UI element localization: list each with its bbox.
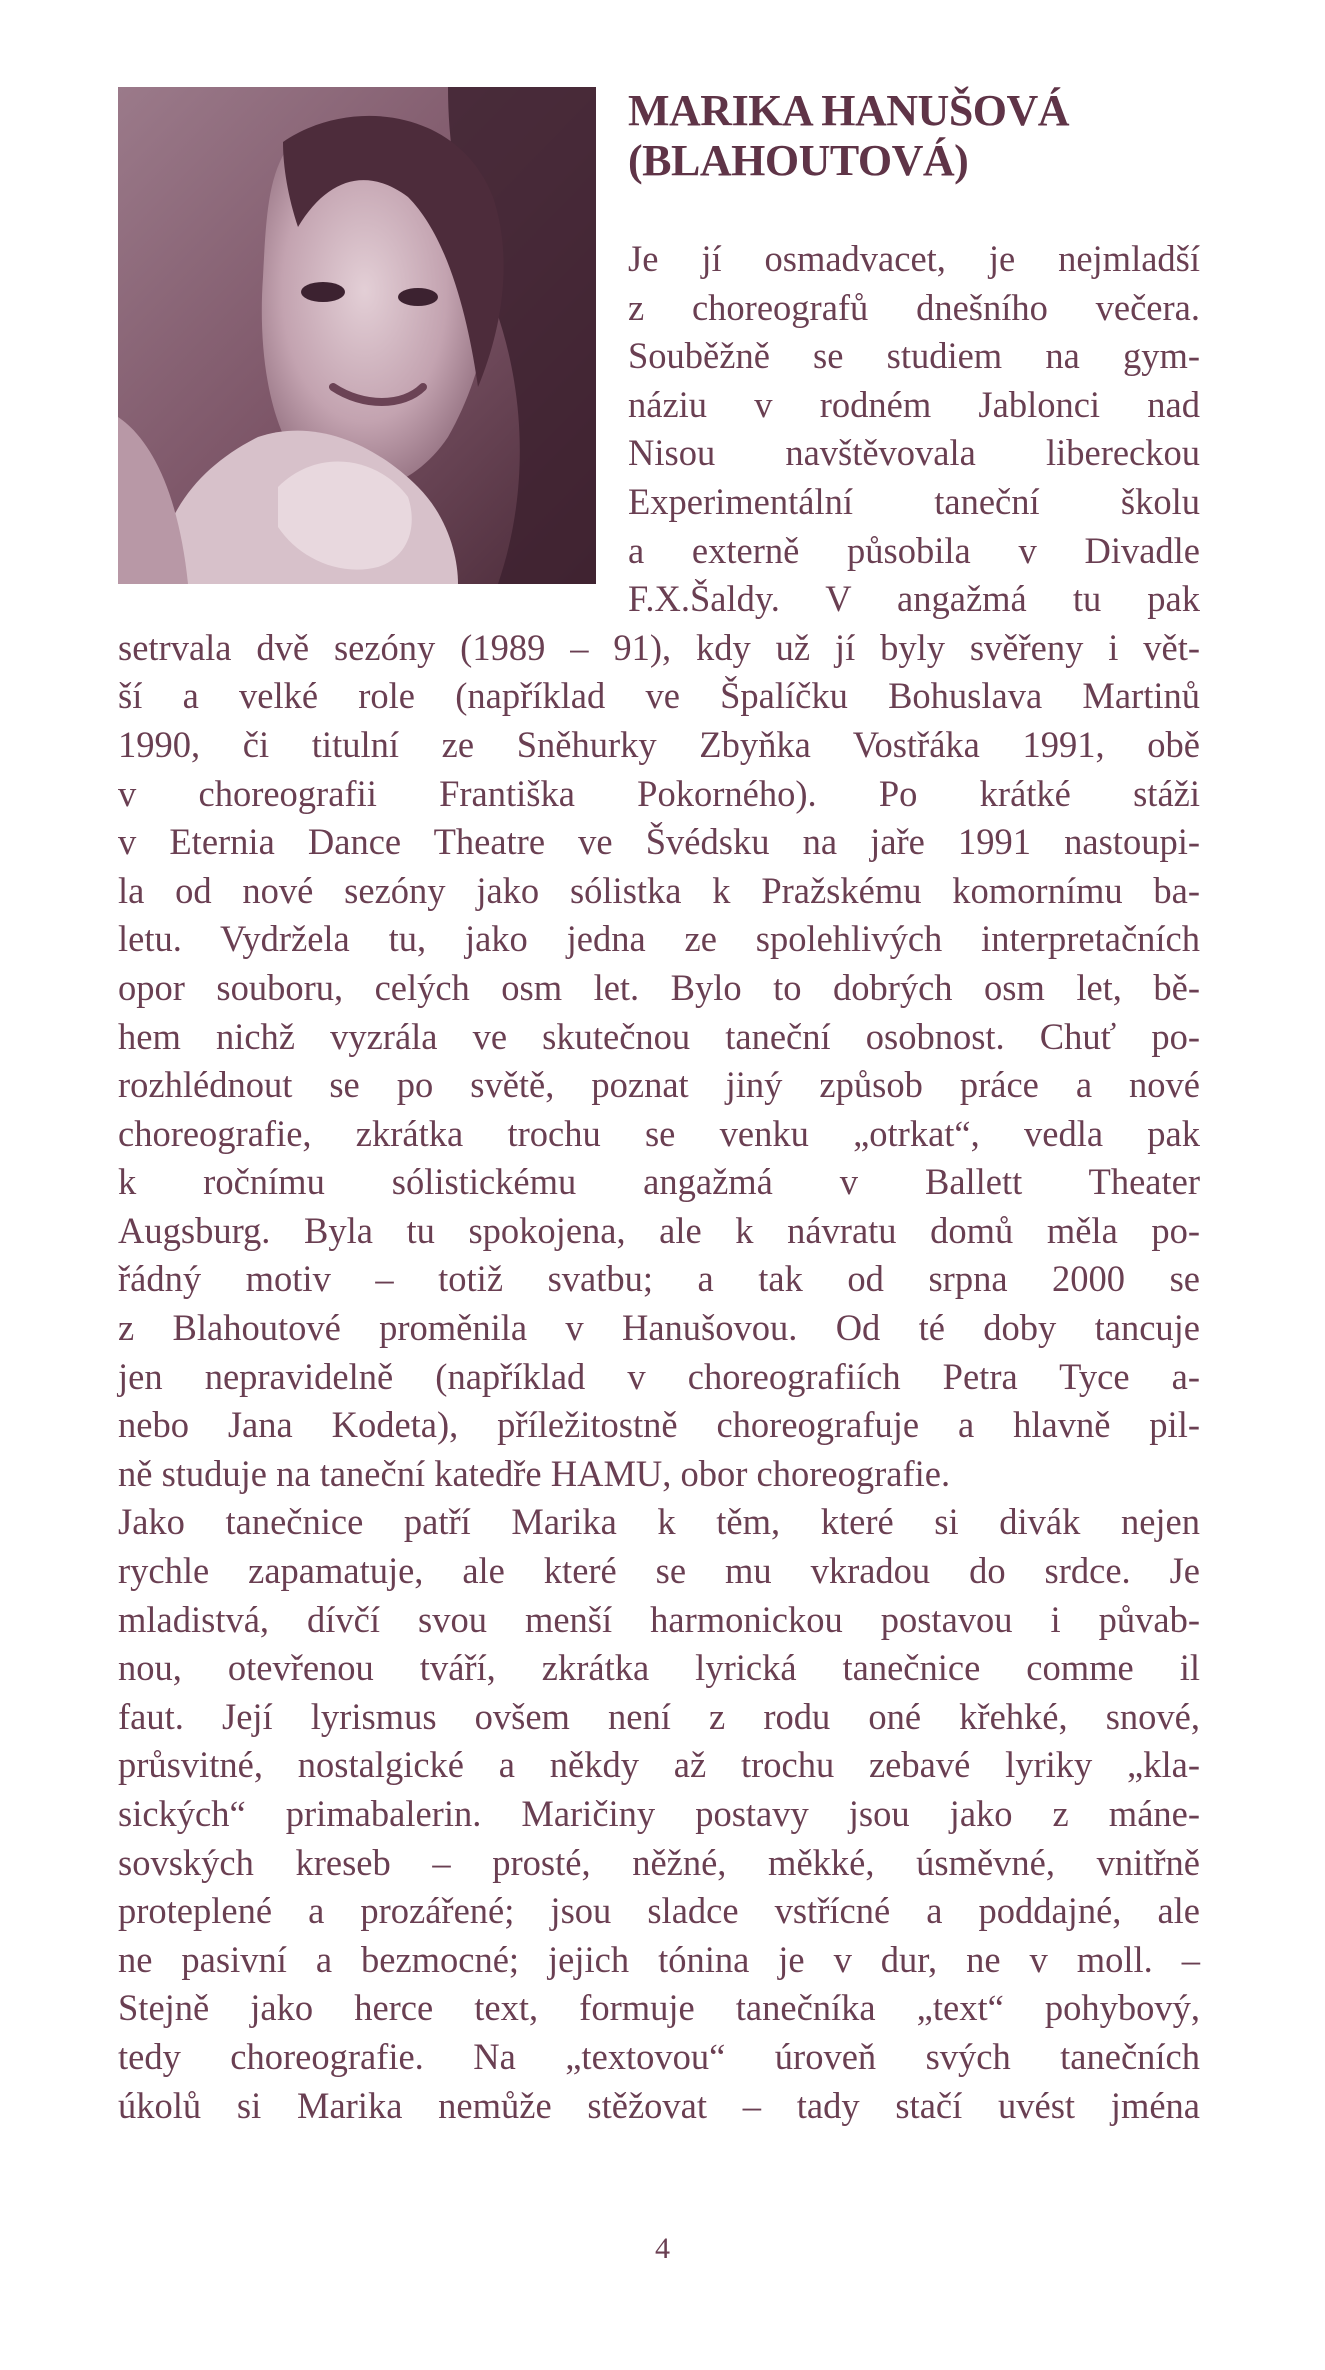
text-line: průsvitné, nostalgické a někdy až trochu zebavé lyriky „kla- xyxy=(118,1744,1200,1786)
text-line: proteplené a prozářené; jsou sladce vstřícné a poddajné, ale xyxy=(118,1890,1200,1932)
text-line: setrvala dvě sezóny (1989 – 91), kdy už jí byly svěřeny i vět- xyxy=(118,626,1200,668)
text-line: letu. Vydržela tu, jako jedna ze spolehlivých interpretačních xyxy=(118,918,1200,960)
text-line: faut. Její lyrismus ovšem není z rodu oné křehké, snové, xyxy=(118,1695,1200,1737)
text-line: z choreografů dnešního večera. xyxy=(628,286,1200,328)
text-line: rychle zapamatuje, ale které se mu vkradou do srdce. Je xyxy=(118,1550,1200,1592)
text-line: k ročnímu sólistickému angažmá v Ballett Theater xyxy=(118,1161,1200,1203)
text-line: hem nichž vyzrála ve skutečnou taneční osobnost. Chuť po- xyxy=(118,1015,1200,1057)
text-line: nou, otevřenou tváří, zkrátka lyrická tanečnice comme il xyxy=(118,1647,1200,1689)
text-line: Nisou navštěvovala libereckou xyxy=(628,432,1200,474)
text-line: tedy choreografie. Na „textovou“ úroveň svých tanečních xyxy=(118,2035,1200,2077)
article-body xyxy=(118,235,1200,2130)
text-line: jen nepravidelně (například v choreografiích Petra Tyce a- xyxy=(118,1355,1200,1397)
text-line: Souběžně se studiem na gym- xyxy=(628,335,1200,377)
text-line: ně studuje na taneční katedře HAMU, obor choreografie. xyxy=(118,1452,951,1494)
text-line: rozhlédnout se po světě, poznat jiný způsob práce a nové xyxy=(118,1064,1200,1106)
text-line: a externě působila v Divadle xyxy=(628,529,1200,571)
text-line: úkolů si Marika nemůže stěžovat – tady stačí uvést jména xyxy=(118,2084,1200,2126)
text-line: choreografie, zkrátka trochu se venku „otrkat“, vedla pak xyxy=(118,1112,1200,1154)
text-line: náziu v rodném Jablonci nad xyxy=(628,383,1200,425)
text-line: opor souboru, celých osm let. Bylo to dobrých osm let, bě- xyxy=(118,966,1200,1008)
text-line: Stejně jako herce text, formuje tanečníka „text“ pohybový, xyxy=(118,1987,1200,2029)
text-line: F.X.Šaldy. V angažmá tu pak xyxy=(628,578,1200,620)
text-line: nebo Jana Kodeta), příležitostně choreografuje a hlavně pil- xyxy=(118,1404,1200,1446)
text-line: Experimentální taneční školu xyxy=(628,480,1200,522)
text-line: v choreografii Františka Pokorného). Po krátké stáži xyxy=(118,772,1200,814)
text-line: ší a velké role (například ve Špalíčku Bohuslava Martinů xyxy=(118,675,1200,717)
text-line: mladistvá, dívčí svou menší harmonickou postavou i půvab- xyxy=(118,1598,1200,1640)
text-line: Jako tanečnice patří Marika k těm, které si divák nejen xyxy=(118,1501,1200,1543)
text-line: sických“ primabalerin. Maričiny postavy jsou jako z mánе- xyxy=(118,1793,1200,1834)
text-line: Augsburg. Byla tu spokojena, ale k návratu domů měla po- xyxy=(118,1209,1200,1251)
text-line: v Eternia Dance Theatre ve Švédsku na jaře 1991 nastoupi- xyxy=(118,821,1200,863)
text-line: 1990, či titulní ze Sněhurky Zbyňka Vostřáka 1991, obě xyxy=(118,723,1200,765)
heading-maiden-name: (BLAHOUTOVÁ) xyxy=(628,136,969,185)
text-line: ne pasivní a bezmocné; jejich tónina je v dur, ne v moll. – xyxy=(118,1938,1200,1980)
article-heading xyxy=(628,86,1228,186)
text-line: sovských kreseb – prosté, něžné, měkké, úsměvné, vnitřně xyxy=(118,1841,1200,1883)
heading-name: MARIKA HANUŠOVÁ xyxy=(628,86,1070,135)
page-number: 4 xyxy=(655,2232,670,2265)
text-line: řádný motiv – totiž svatbu; a tak od srpna 2000 se xyxy=(118,1258,1200,1300)
text-line: la od nové sezóny jako sólistka k Pražskému komornímu ba- xyxy=(118,869,1200,911)
text-line: Je jí osmadvacet, je nejmladší xyxy=(628,238,1200,279)
text-line: z Blahoutové proměnila v Hanušovou. Od té doby tancuje xyxy=(118,1307,1200,1349)
